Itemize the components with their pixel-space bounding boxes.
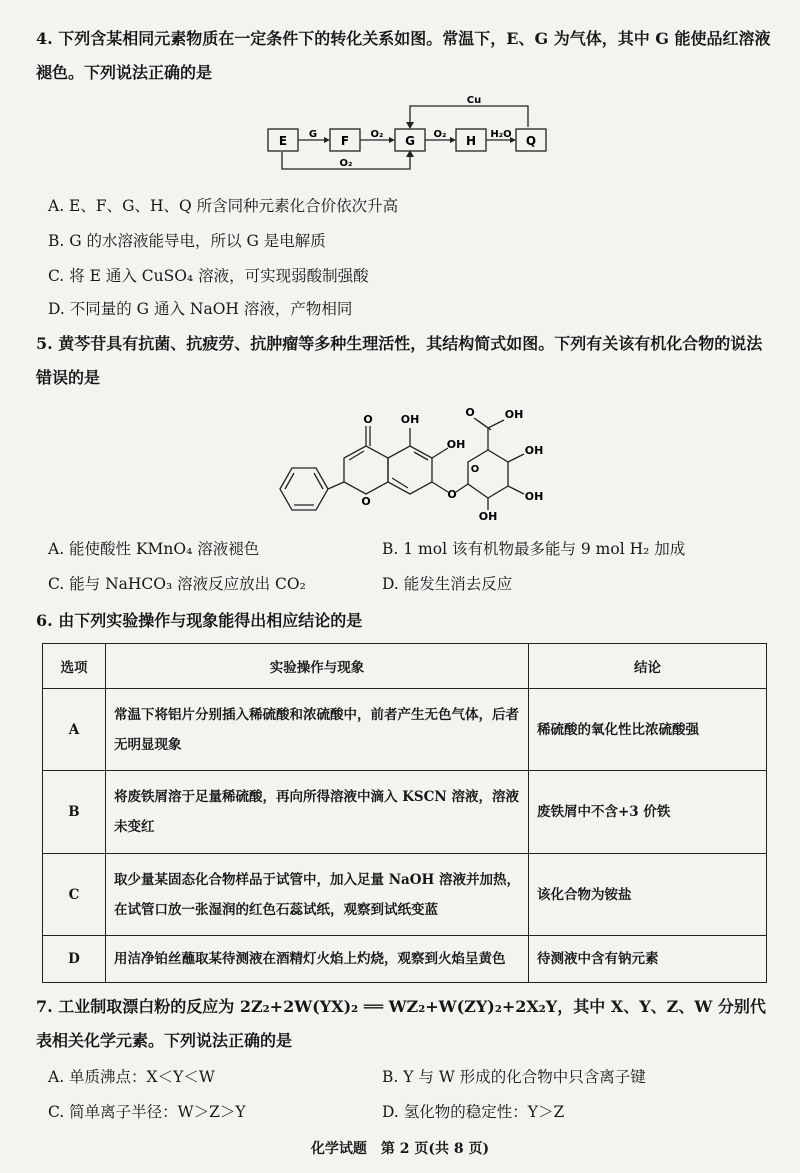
row-operation: 取少量某固态化合物样品于试管中，加入足量 NaOH 溶液并加热，在试管口放一张湿润的红色石蕊试纸，观察到试纸变蓝 xyxy=(106,853,529,935)
edge-e-g-label: O₂ xyxy=(339,158,353,169)
q7-option-d[interactable]: D. 氢化物的稳定性：Y＞Z xyxy=(382,1103,565,1121)
sugar-ring-o: O xyxy=(470,464,480,475)
q4-option-d[interactable]: D. 不同量的 G 通入 NaOH 溶液，产物相同 xyxy=(48,300,353,318)
q6-stem: 6. 由下列实验操作与现象能得出相应结论的是 xyxy=(36,611,363,630)
header-conclusion: 结论 xyxy=(529,644,767,689)
q7-option-c[interactable]: C. 简单离子半径：W＞Z＞Y xyxy=(48,1103,246,1121)
oh-sugar-4: OH xyxy=(524,490,544,503)
oh-5: OH xyxy=(400,413,420,426)
q5-baicalin-structure xyxy=(270,392,550,522)
page-footer: 化学试题 第 2 页(共 8 页) xyxy=(310,1141,490,1157)
pyranone-ring-o: O xyxy=(361,495,371,508)
header-operation: 实验操作与现象 xyxy=(106,644,529,689)
row-conclusion: 该化合物为铵盐 xyxy=(529,853,767,935)
q7-option-b[interactable]: B. Y 与 W 形成的化合物中只含离子键 xyxy=(382,1068,646,1086)
node-g: G xyxy=(405,134,415,148)
node-e: E xyxy=(278,134,288,148)
oh-sugar-2: OH xyxy=(478,510,498,522)
q5-stem: 5. 黄芩苷具有抗菌、抗疲劳、抗肿瘤等多种生理活性，其结构简式如图。下列有关该有机化合物的说法错误的是 xyxy=(36,334,763,387)
edge-h-q-label: H₂O xyxy=(490,129,512,140)
table-row xyxy=(43,771,767,853)
node-f: F xyxy=(340,134,350,148)
glycosidic-o: O xyxy=(447,488,457,501)
q5-option-d[interactable]: D. 能发生消去反应 xyxy=(382,575,513,593)
table-row xyxy=(43,936,767,983)
q5-option-c[interactable]: C. 能与 NaHCO₃ 溶液反应放出 CO₂ xyxy=(48,575,306,593)
row-conclusion: 废铁屑中不含+3 价铁 xyxy=(529,771,767,853)
q7-option-a[interactable]: A. 单质沸点：X＜Y＜W xyxy=(48,1068,215,1086)
edge-f-g-label: O₂ xyxy=(370,129,384,140)
row-label: C xyxy=(43,853,106,935)
row-conclusion: 待测液中含有钠元素 xyxy=(529,936,767,983)
q4-option-b[interactable]: B. G 的水溶液能导电，所以 G 是电解质 xyxy=(48,232,326,250)
row-operation: 用洁净铂丝蘸取某待测液在酒精灯火焰上灼烧，观察到火焰呈黄色 xyxy=(106,936,529,983)
q5-option-b[interactable]: B. 1 mol 该有机物最多能与 9 mol H₂ 加成 xyxy=(382,540,686,558)
edge-q-g-label: Cu xyxy=(466,95,482,106)
node-q: Q xyxy=(525,134,537,148)
q5-option-a[interactable]: A. 能使酸性 KMnO₄ 溶液褪色 xyxy=(48,540,260,558)
q4-option-c[interactable]: C. 将 E 通入 CuSO₄ 溶液，可实现弱酸制强酸 xyxy=(48,267,369,285)
edge-g-h-label: O₂ xyxy=(433,129,447,140)
q4-stem: 4. 下列含某相同元素物质在一定条件下的转化关系如图。常温下，E、G 为气体，其中 G 能使品红溶液褪色。下列说法正确的是 xyxy=(36,29,771,82)
row-conclusion: 稀硫酸的氧化性比浓硫酸强 xyxy=(529,689,767,771)
carboxyl-oh: OH xyxy=(504,408,524,421)
ketone-o: O xyxy=(363,413,373,426)
header-option: 选项 xyxy=(43,644,106,689)
row-operation: 常温下将铝片分别插入稀硫酸和浓硫酸中，前者产生无色气体，后者无明显现象 xyxy=(106,689,529,771)
q4-option-a[interactable]: A. E、F、G、H、Q 所含同种元素化合价依次升高 xyxy=(48,197,399,215)
oh-sugar-3: OH xyxy=(524,444,544,457)
node-h: H xyxy=(465,134,477,148)
table-header-row xyxy=(43,644,767,689)
q4-transformation-diagram xyxy=(260,92,560,182)
q7-stem: 7. 工业制取漂白粉的反应为 2Z₂+2W(YX)₂ ══ WZ₂+W(ZY)₂+2X₂Y，其中 X、Y、Z、W 分别代表相关化学元素。下列说法正确的是 xyxy=(36,997,766,1050)
oh-6: OH xyxy=(446,438,466,451)
row-label: B xyxy=(43,771,106,853)
table-row xyxy=(43,853,767,935)
q6-experiment-table xyxy=(42,643,767,983)
row-label: D xyxy=(43,936,106,983)
carboxyl-o: O xyxy=(465,406,475,419)
edge-e-f-label: G xyxy=(308,129,318,140)
row-label: A xyxy=(43,689,106,771)
table-row xyxy=(43,689,767,771)
row-operation: 将废铁屑溶于足量稀硫酸，再向所得溶液中滴入 KSCN 溶液，溶液未变红 xyxy=(106,771,529,853)
